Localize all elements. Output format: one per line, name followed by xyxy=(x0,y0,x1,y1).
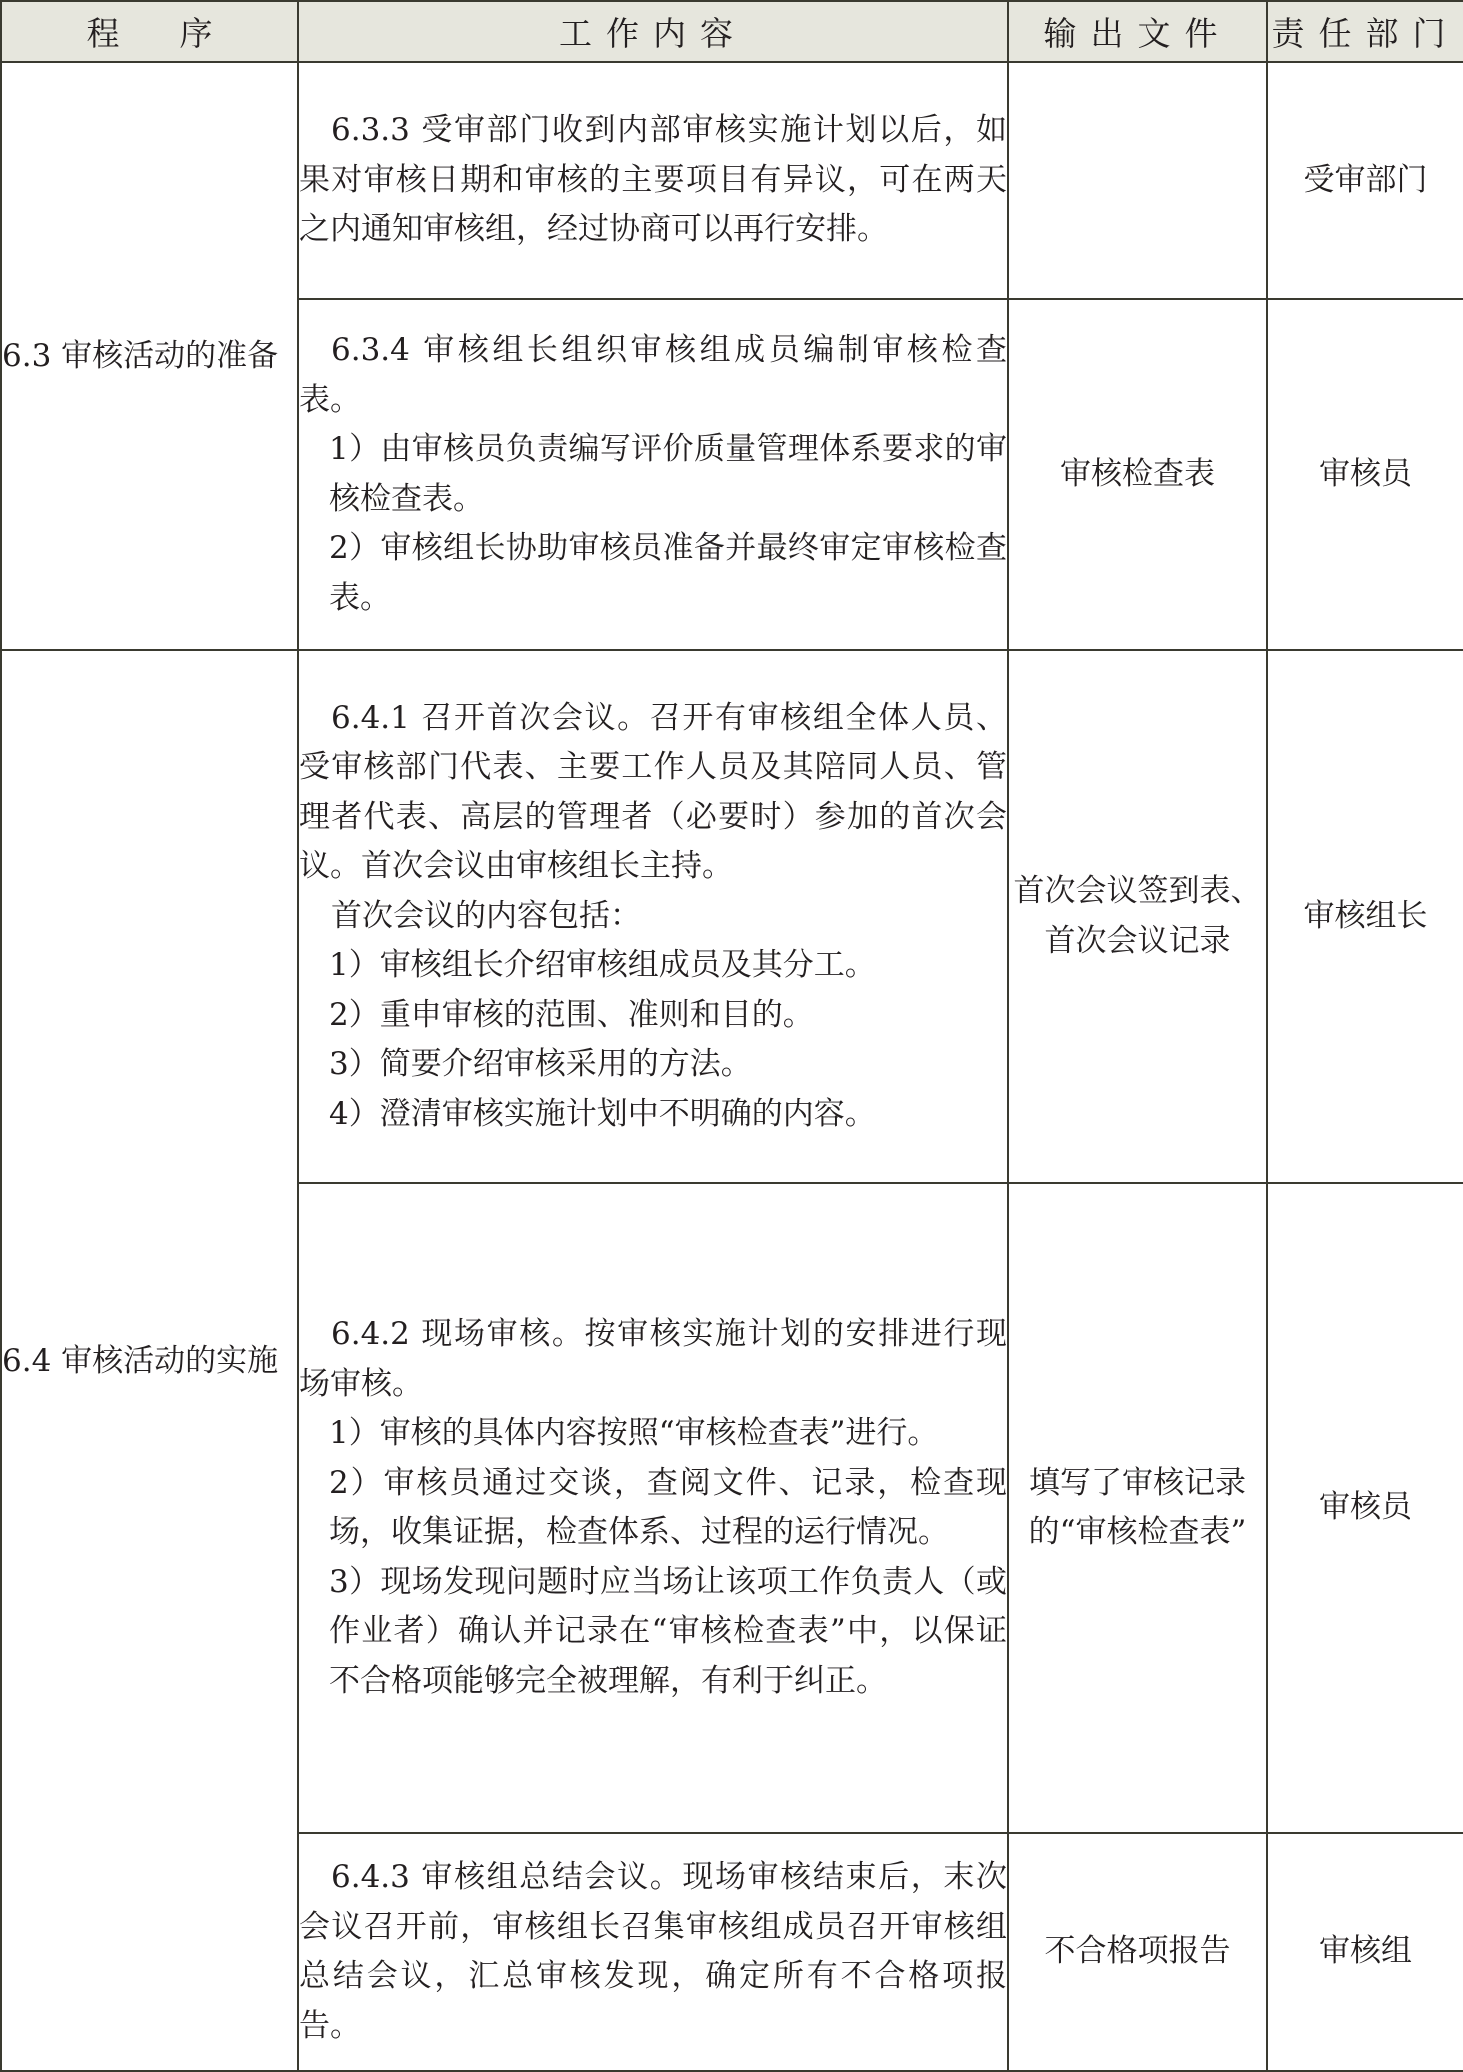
content-line: 3）现场发现问题时应当场让该项工作负责人（或作业者）确认并记录在“审核检查表”中，以保证不合格项能够完全被理解，有利于纠正。 xyxy=(329,1563,1007,1699)
content-cell-6-4-3 xyxy=(298,1833,1008,2071)
content-line: 6.3.3 受审部门收到内部审核实施计划以后，如果对审核日期和审核的主要项目有异议，可在两天之内通知审核组，经过协商可以再行安排。 xyxy=(299,112,1007,248)
header-row xyxy=(1,1,1463,62)
content-line: 6.4.1 召开首次会议。召开有审核组全体人员、受审核部门代表、主要工作人员及其陪同人员、管理者代表、高层的管理者（必要时）参加的首次会议。首次会议由审核组长主持。 xyxy=(299,699,1007,885)
content-line: 6.3.4 审核组长组织审核组成员编制审核检查表。 xyxy=(299,332,1007,418)
stage-cell-6-4: 6.4 审核活动的实施 xyxy=(1,650,298,2071)
content-line: 2）重申审核的范围、准则和目的。 xyxy=(329,996,814,1033)
header-output: 输出文件 xyxy=(1008,1,1267,62)
content-line: 6.4.3 审核组总结会议。现场审核结束后，末次会议召开前，审核组长召集审核组成员召开审核组总结会议，汇总审核发现，确定所有不合格项报告。 xyxy=(299,1859,1007,2044)
dept-cell: 审核组长 xyxy=(1267,650,1463,1183)
content-cell-6-3-4 xyxy=(298,299,1008,650)
content-line: 首次会议的内容包括： xyxy=(331,897,641,934)
content-line: 2）审核组长协助审核员准备并最终审定审核检查表。 xyxy=(329,530,1007,616)
table-row xyxy=(1,62,1463,299)
output-cell: 不合格项报告 xyxy=(1008,1833,1267,2071)
header-procedure: 程 序 xyxy=(1,1,298,62)
content-cell-6-4-1 xyxy=(298,650,1008,1183)
output-cell: 首次会议签到表、首次会议记录 xyxy=(1008,650,1267,1183)
dept-cell: 审核员 xyxy=(1267,299,1463,650)
output-cell: 填写了审核记录的“审核检查表” xyxy=(1008,1183,1267,1833)
content-line: 2）审核员通过交谈，查阅文件、记录，检查现场，收集证据，检查体系、过程的运行情况。 xyxy=(329,1464,1007,1550)
output-cell: 审核检查表 xyxy=(1008,299,1267,650)
stage-cell-6-3: 6.3 审核活动的准备 xyxy=(1,62,298,650)
content-line: 3）简要介绍审核采用的方法。 xyxy=(329,1046,752,1083)
table-row xyxy=(1,650,1463,1183)
content-line: 4）澄清审核实施计划中不明确的内容。 xyxy=(329,1095,876,1132)
content-cell-6-3-3 xyxy=(298,62,1008,299)
dept-cell: 审核员 xyxy=(1267,1183,1463,1833)
dept-cell: 审核组 xyxy=(1267,1833,1463,2071)
header-content: 工作内容 xyxy=(298,1,1008,62)
dept-cell: 受审部门 xyxy=(1267,62,1463,299)
header-dept: 责任部门 xyxy=(1267,1,1463,62)
content-line: 1）审核的具体内容按照“审核检查表”进行。 xyxy=(329,1415,939,1451)
content-line: 1）审核组长介绍审核组成员及其分工。 xyxy=(329,947,876,984)
output-cell xyxy=(1008,62,1267,299)
content-line: 6.4.2 现场审核。按审核实施计划的安排进行现场审核。 xyxy=(299,1316,1007,1402)
content-line: 1）由审核员负责编写评价质量管理体系要求的审核检查表。 xyxy=(329,431,1007,517)
content-cell-6-4-2 xyxy=(298,1183,1008,1833)
